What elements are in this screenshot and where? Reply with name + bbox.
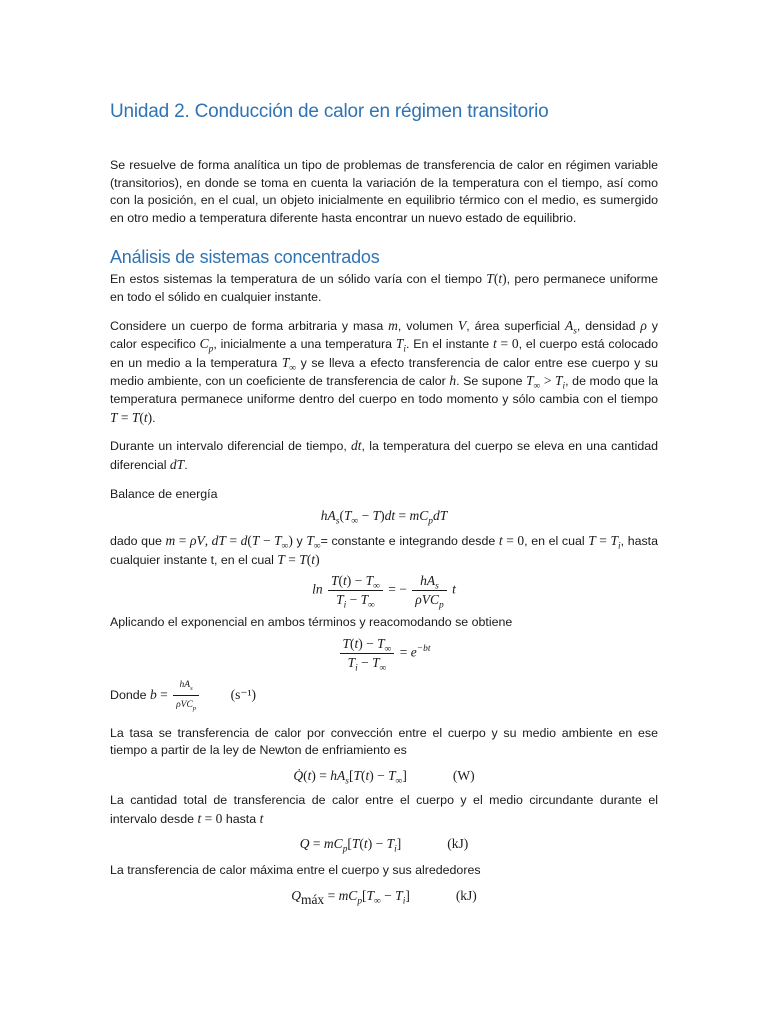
paragraph-7: La cantidad total de transferencia de calor entre el cuerpo y el medio circundante durante el intervalo desde t = 0 hasta t [110,793,658,826]
paragraph-6: La tasa se transferencia de calor por convección entre el cuerpo y su medio ambiente en ese tiempo a partir de la ley de Newton de enfriamiento es [110,725,658,758]
paragraph-2: Considere un cuerpo de forma arbitraria y masa m, volumen V, área superficial $A_s$, densidad ρ y calor especifico $C_p$, inicialmente a una temperatura $T_i$. En el instante t = 0, el cuerpo está colocado en un medio a la temperatura $T_\infty$ y se lleva a efecto transferencia de calor entre ese cuerpo y su medio ambiente, con un coeficiente de transferencia de calor h. Se supone $T_\infty > T_i$, de modo que la temperatura permanece uniforme dentro del cuerpo en todo momento y sólo cambia con el tiempo T = T(t). [110,317,658,425]
equation-max-heat: $Q_{máx} = mC_p[T_\infty - T_i]$ (kJ) [291,887,477,907]
paragraph-1: En estos sistemas la temperatura de un sólido varía con el tiempo T(t), pero permanece uniforme en todo el sólido en cualquier instante. [110,271,658,304]
equation-exponential: $\frac{T(t) - T_\infty}{T_i - T_\infty}$ = $e^{-bt}$ [110,636,658,671]
equation-total-heat: $Q = mC_p[T(t) - T_i]$ (kJ) [299,836,469,855]
paragraph-5: Aplicando el exponencial en ambos términos y reacomodando se obtiene [110,615,513,630]
equation-energy-balance: $hA_s(T_\infty - T)dt = mC_pdT$ [320,507,448,527]
equation-heat-rate: Q̇(t) = $hA_s[T(t) - T_\infty]$ (W) [293,768,475,787]
paragraph-8: La transferencia de calor máxima entre el cuerpo y sus alrededores [110,863,481,878]
section-heading: Análisis de sistemas concentrados [110,247,380,268]
balance-label: Balance de energía [110,487,218,502]
document-body [110,101,659,907]
equation-log-ratio: ln $\frac{T(t) - T_\infty}{T_i - T_\infty}$ = − $\frac{hA_s}{\rho VC_p}$ t [312,573,456,611]
paragraph-3: Durante un intervalo diferencial de tiempo, dt, la temperatura del cuerpo se eleva en una cantidad diferencial dT. [110,438,658,472]
page-title: Unidad 2. Conducción de calor en régimen transitorio [110,101,549,122]
intro-paragraph: Se resuelve de forma analítica un tipo de problemas de transferencia de calor en régimen variable (transitorios), en donde se toma en cuenta la variación de la temperatura con el tiempo, así como con la posición, en el cual, un objeto inicialmente en equilibrio térmico con el medio, es sumergido en otro medio a temperatura diferente hasta encontrar un nuevo estado de equilibrio. [110,158,658,225]
paragraph-donde: Donde b = $\frac{hA_s}{\rho VC_p}$ (s⁻¹) [110,677,658,715]
paragraph-4: dado que m = ρV, dT = $d(T - T_\infty)$ y $T_\infty=$ constante e integrando desde t = 0, en el cual $T = T_i$, hasta cualquier instante t, en el cual T = T(t) [110,532,659,567]
